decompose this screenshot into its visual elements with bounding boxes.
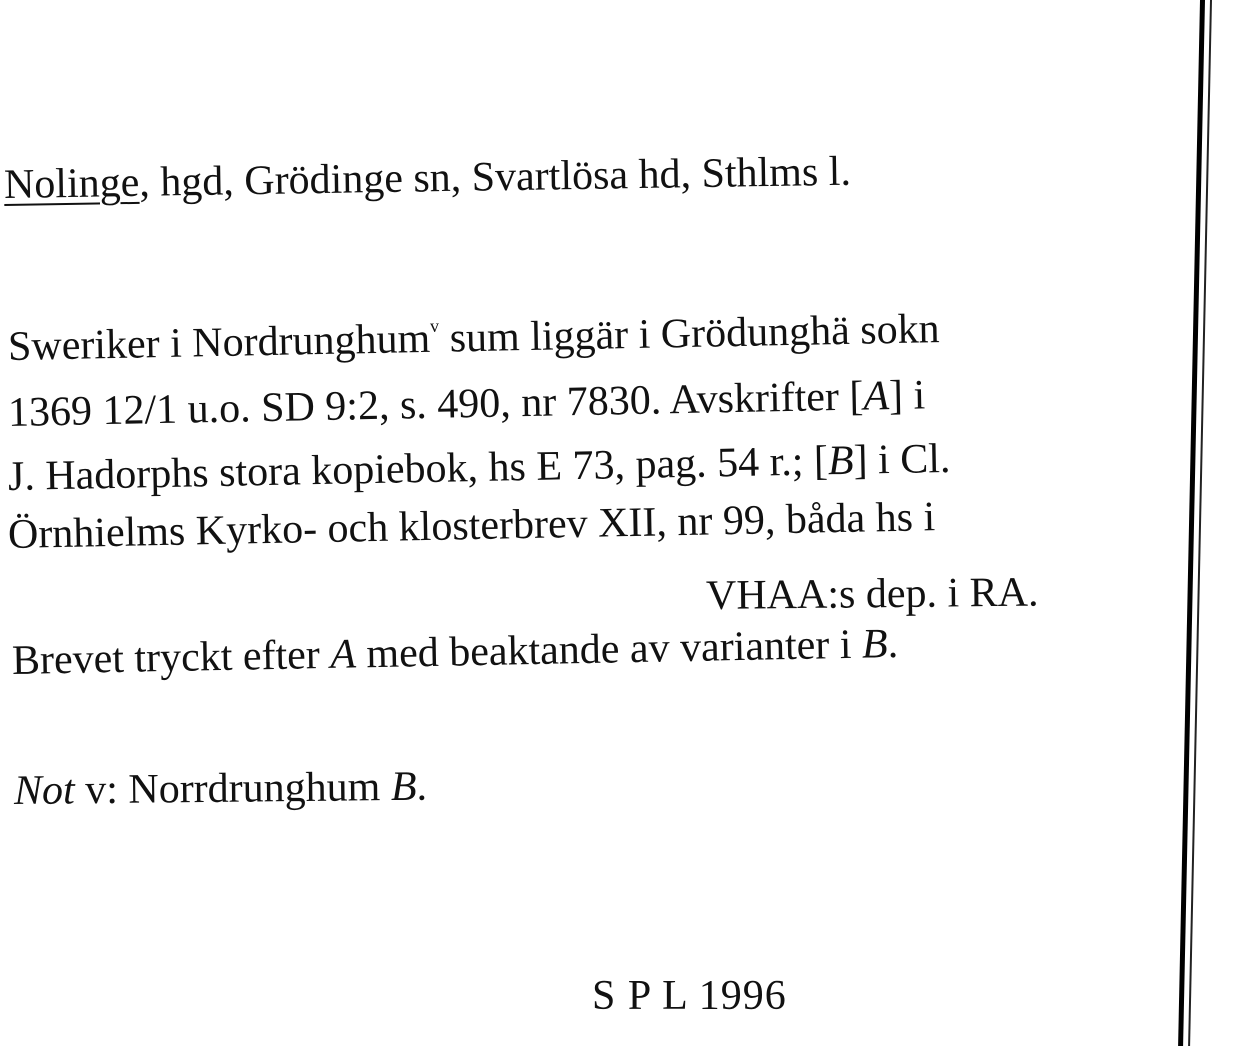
signature: S P L 1996: [592, 973, 787, 1019]
note-label: Not: [13, 767, 75, 814]
citation-line-2: 1369 12/1 u.o. SD 9:2, s. 490, nr 7830. Avskrifter [A] i: [7, 372, 926, 436]
citation-line-1: Sweriker i Nordrunghum$^v$ sum liggär i Grödunghä sokn: [7, 306, 940, 370]
citation-line-3: J. Hadorphs stora kopiebok, hs E 73, pag. 54 r.; [B] i Cl.: [7, 435, 951, 500]
citation-line-4: Örnhielms Kyrko- och klosterbrev XII, nr 99, båda hs i: [7, 494, 936, 558]
place-description: , hgd, Grödinge sn, Svartlösa hd, Sthlms l.: [138, 148, 852, 206]
citation-line-6: Brevet tryckt efter A med beaktande av varianter i B.: [11, 620, 899, 684]
variant-marker: v: [429, 315, 440, 336]
variant-note: Not v: Norrdrunghum B.: [13, 763, 428, 814]
citation-line-5: VHAA:s dep. i RA.: [705, 569, 1039, 619]
place-name: Nolinge: [3, 159, 140, 208]
card-heading: [3, 148, 852, 208]
